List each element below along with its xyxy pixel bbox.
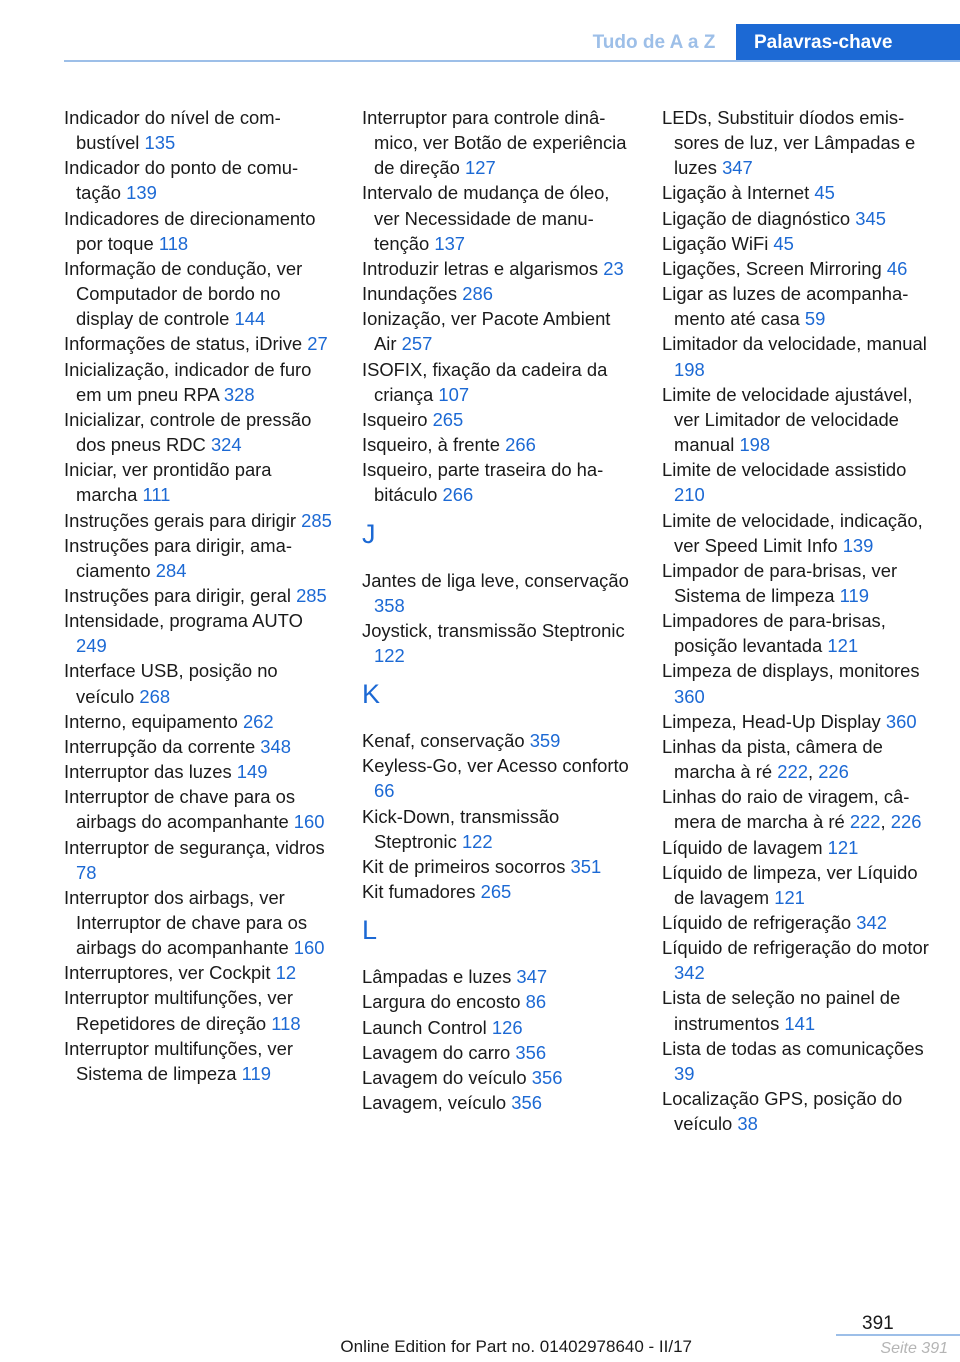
index-entry (362, 989, 634, 1014)
index-entry-text: Limite de velocidade ajustável, ver Limitador de velocidade manual (662, 383, 913, 456)
index-entry (362, 728, 634, 753)
index-letter-heading: K (362, 679, 381, 710)
index-entry-text: ISOFIX, fixação da cadeira da criança (362, 358, 608, 405)
page-reference-link[interactable]: 38 (737, 1113, 758, 1135)
page-reference-link[interactable]: 356 (511, 1092, 542, 1113)
index-entry (662, 709, 934, 734)
index-entry-text: Instruções para dirigir, geral (64, 584, 291, 606)
index-entry (64, 407, 336, 457)
page-reference-link[interactable]: 27 (307, 333, 328, 355)
index-entry (362, 1090, 634, 1115)
page-reference-link[interactable]: 266 (442, 484, 474, 506)
index-entry (662, 331, 934, 381)
index-entry-text: Interruptor dos airbags, ver Interruptor de chave para os airbags do acompanhante (64, 886, 308, 959)
index-entry-text: Limitador da velocidade, manual (662, 333, 927, 355)
index-column-2 (362, 105, 634, 1115)
index-entry-text: Isqueiro (362, 408, 428, 430)
index-entry (64, 784, 336, 834)
page-reference-link[interactable]: 348 (260, 735, 291, 757)
page-reference-link[interactable]: 360 (885, 710, 917, 732)
index-entry-text: Kenaf, conservação (362, 730, 525, 752)
index-entry (64, 331, 336, 356)
index-entry (362, 407, 634, 432)
index-entry-text: Limpadores de para-brisas, posição levantada (662, 610, 886, 657)
page-reference-link[interactable]: 160 (293, 937, 325, 959)
page-reference-link[interactable]: 12 (275, 962, 297, 984)
index-entry (362, 879, 634, 904)
index-entry-text: Interruptor multifunções, ver Repetidores de direção (64, 987, 293, 1034)
index-entry-text: Instruções gerais para dirigir (64, 509, 297, 531)
index-entry-text: Isqueiro, parte traseira do habitáculo (362, 459, 604, 506)
index-entry (64, 608, 336, 658)
page-reference-link[interactable]: 222 (849, 811, 881, 833)
index-entry-text: Ligações, Screen Mirroring (662, 257, 882, 279)
index-entry-text: Instruções para dirigir, amaciamento (64, 534, 292, 581)
index-letter-heading: L (362, 915, 378, 946)
index-entry-text: Linhas da pista, câmera de marcha à ré (662, 735, 883, 783)
page-reference-link[interactable]: 127 (465, 157, 496, 179)
index-entry-text: Informação de condução, ver Computador de bordo no display de controle (64, 257, 303, 330)
page-reference-link[interactable]: 126 (491, 1016, 523, 1038)
index-entry-text: Indicadores de direcionamento por toque (64, 207, 316, 254)
index-entry-text: Ligar as luzes de acompanhamento até casa (662, 283, 909, 330)
index-entry-text: Largura do encosto (362, 991, 521, 1013)
page-reference-link[interactable]: 118 (271, 1012, 301, 1034)
index-entry (362, 180, 634, 255)
page-reference-link[interactable]: 262 (242, 710, 274, 732)
page-reference-link[interactable]: 122 (461, 830, 493, 852)
index-entry-text: Isqueiro, à frente (362, 434, 501, 456)
page-reference-link[interactable]: 160 (293, 811, 325, 833)
page-reference-link[interactable]: 198 (739, 434, 771, 456)
index-column-1 (64, 105, 336, 1086)
section-tab: Tudo de A a Z (592, 32, 716, 53)
index-entry (362, 432, 634, 457)
page-reference-link[interactable]: 342 (674, 962, 705, 984)
page-reference-link[interactable]: 286 (462, 283, 493, 305)
index-entry (64, 658, 336, 708)
index-entry-text: Interno, equipamento (64, 710, 238, 732)
index-entry-text: Joystick, transmissão Steptronic (362, 619, 625, 641)
index-entry (362, 1015, 634, 1040)
index-entry-text: Inicializar, controle de pressão dos pneus RDC (64, 408, 312, 456)
page-reference-link[interactable]: 268 (139, 685, 171, 707)
index-entry-text: Iniciar, ver prontidão para marcha (64, 459, 272, 506)
page-reference-link[interactable]: 345 (855, 207, 886, 229)
page-reference-link[interactable]: 141 (784, 1012, 816, 1034)
index-entry (362, 457, 634, 507)
page-reference-link[interactable]: 351 (570, 855, 602, 877)
index-entry (64, 256, 336, 331)
page-reference-link[interactable]: 23 (603, 257, 624, 279)
index-column-3 (662, 105, 934, 1136)
page-reference-link[interactable]: 139 (842, 534, 874, 556)
page-reference-link[interactable]: 119 (241, 1062, 271, 1084)
index-entry (362, 1065, 634, 1090)
page-reference-link[interactable]: 226 (818, 761, 849, 783)
index-entry-text: Lavagem, veículo (362, 1092, 507, 1113)
index-entry (662, 608, 934, 658)
page-reference-link[interactable]: 144 (234, 308, 266, 330)
index-entry (662, 508, 934, 558)
index-entry-text: Interrupção da corrente (64, 735, 256, 757)
page-reference-link[interactable]: 135 (144, 132, 176, 154)
index-entry (362, 854, 634, 879)
page-reference-link[interactable]: 137 (434, 232, 466, 254)
index-entry (362, 804, 634, 854)
index-entry-text: Limpador de para-brisas, ver Sistema de limpeza (662, 559, 898, 606)
page-reference-link[interactable]: 359 (529, 730, 561, 752)
page-reference-link[interactable]: 107 (438, 383, 470, 405)
index-entry (362, 256, 634, 281)
index-entry-text: Limpeza, Head-Up Display (662, 710, 881, 732)
index-entry-text: Limite de velocidade, indicação, ver Speed Limit Info (662, 509, 923, 556)
index-entry (64, 533, 336, 583)
page-reference-link[interactable]: 46 (886, 257, 908, 279)
index-entry-text: Inundações (362, 283, 458, 305)
index-entry (662, 1086, 934, 1136)
page-reference-link[interactable]: 285 (301, 509, 332, 531)
index-entry (662, 910, 934, 935)
index-entry (362, 105, 634, 180)
index-entry-text: Lista de todas as comunicações (662, 1037, 924, 1059)
page-reference-link[interactable]: 226 (890, 811, 922, 833)
index-entry (64, 357, 336, 407)
index-entry-text: Interruptor multifunções, ver Sistema de limpeza (64, 1037, 293, 1084)
index-entry (662, 985, 934, 1035)
header-rule (64, 60, 960, 62)
page-reference-link[interactable]: 45 (773, 232, 794, 254)
index-entry-text: Informações de status, iDrive (64, 333, 303, 355)
index-entry-text: Líquido de refrigeração (662, 912, 852, 933)
page-reference-link[interactable]: 324 (210, 434, 242, 456)
index-entry-text: Interruptores, ver Cockpit (64, 962, 271, 984)
index-entry (662, 558, 934, 608)
index-entry (662, 206, 934, 231)
page-reference-link[interactable]: 358 (374, 594, 405, 616)
page-reference-link[interactable]: 121 (827, 635, 859, 657)
index-entry (662, 281, 934, 331)
index-entry-text: Líquido de lavagem (662, 836, 823, 858)
page-reference-link[interactable]: 347 (722, 157, 753, 179)
index-entry: Linhas da pista, câmera de marcha à ré 222, 226 (662, 735, 883, 783)
page-reference-link[interactable]: 266 (505, 434, 536, 456)
page-reference-link[interactable]: 149 (236, 761, 268, 783)
page-number: 391 (862, 1313, 894, 1334)
index-entry: Linhas do raio de viragem, câmera de marcha à ré 222, 226 (662, 786, 922, 833)
page-reference-link[interactable]: 284 (155, 559, 187, 581)
index-entry-text: Indicador do ponto de comutação (64, 157, 299, 204)
index-entry (64, 206, 336, 256)
index-entry-text: Launch Control (362, 1016, 487, 1038)
index-entry-text: Interruptor de chave para os airbags do acompanhante (64, 786, 296, 833)
watermark: Seite 391 (880, 1340, 948, 1357)
page-reference-link[interactable]: 342 (856, 912, 887, 933)
index-entry-text: Limite de velocidade assistido (662, 459, 907, 481)
page-reference-link[interactable]: 328 (223, 383, 255, 405)
index-entry (662, 860, 934, 910)
index-entry-text: Ligação à Internet (662, 182, 810, 204)
index-entry (362, 357, 634, 407)
index-entry (662, 935, 934, 985)
index-entry (662, 835, 934, 860)
page-reference-link[interactable]: 198 (674, 358, 705, 380)
page-reference-link[interactable]: 118 (158, 232, 189, 254)
index-entry-text: Interruptor para controle dinâmico, ver Botão de experiência de direção (362, 107, 627, 179)
index-entry (64, 1036, 336, 1086)
index-entry (64, 709, 336, 734)
index-entry (64, 985, 336, 1035)
index-entry-text: Lavagem do carro (362, 1041, 511, 1063)
index-entry (362, 618, 634, 668)
index-entry-text: Líquido de limpeza, ver Líquido de lavagem (662, 861, 918, 908)
index-entry-text: Lavagem do veículo (362, 1066, 527, 1088)
page-reference-link[interactable]: 265 (480, 881, 512, 903)
edition-note: Online Edition for Part no. 01402978640 - II/17 (340, 1337, 692, 1356)
page-reference-link[interactable]: 222 (777, 761, 808, 783)
index-entry-text: Kit fumadores (362, 881, 476, 903)
index-entry-text: LEDs, Substituir díodos emissores de luz, ver Lâmpadas e luzes (662, 107, 916, 179)
page-reference-link[interactable]: 285 (296, 584, 327, 606)
index-entry (64, 734, 336, 759)
index-entry-text: Interruptor de segurança, vidros (64, 836, 325, 858)
index-entry-text: Ligação de diagnóstico (662, 207, 851, 229)
index-entry (64, 759, 336, 784)
page-reference-link[interactable]: 257 (401, 333, 433, 355)
index-entry-text: Kit de primeiros socorros (362, 855, 566, 877)
page-reference-link[interactable]: 59 (804, 308, 826, 330)
page-reference-link[interactable]: 139 (126, 182, 157, 204)
page-reference-link[interactable]: 347 (516, 966, 548, 988)
index-entry-text: Inicialização, indicador de furo em um pneu RPA (64, 358, 312, 405)
index-entry (64, 583, 336, 608)
index-entry-text: Lista de seleção no painel de instrumentos (662, 987, 901, 1034)
page-reference-link[interactable]: 45 (814, 182, 835, 204)
index-entry (362, 1040, 634, 1065)
index-entry (662, 231, 934, 256)
page-reference-link[interactable]: 360 (674, 685, 705, 707)
index-entry-text: Keyless-Go, ver Acesso conforto (362, 755, 629, 777)
index-entry (662, 256, 934, 281)
page-reference-link[interactable]: 86 (525, 991, 547, 1013)
index-entry (362, 306, 634, 356)
index-entry-text: Intervalo de mudança de óleo, ver Necessidade de manutenção (362, 182, 610, 254)
index-entry (64, 155, 336, 205)
page-reference-link[interactable]: 119 (839, 584, 869, 606)
page-reference-link[interactable]: 111 (142, 484, 171, 506)
page-reference-link[interactable]: 210 (674, 484, 705, 506)
index-entry (362, 568, 634, 618)
page-reference-link[interactable]: 78 (76, 861, 97, 883)
index-entry (64, 508, 336, 533)
page-reference-link[interactable]: 39 (674, 1062, 695, 1084)
index-entry-text: Interface USB, posição no veículo (64, 660, 278, 707)
index-entry-text: Líquido de refrigeração do motor (662, 937, 929, 959)
index-entry-text: Linhas do raio de viragem, câmera de marcha à ré (662, 786, 910, 833)
index-entry (662, 457, 934, 507)
page-reference-link[interactable]: 356 (515, 1041, 547, 1063)
index-letter-heading: J (362, 518, 376, 549)
index-entry-text: Ligação WiFi (662, 232, 769, 254)
page-reference-link[interactable]: 121 (827, 836, 859, 858)
index-entry-text: Intensidade, programa AUTO (64, 610, 303, 632)
index-entry (662, 382, 934, 457)
index-entry-text: Localização GPS, posição do veículo (662, 1088, 903, 1135)
index-entry-text: Indicador do nível de combustível (64, 107, 281, 154)
footer-rule (836, 1334, 960, 1336)
index-entry-text: Interruptor das luzes (64, 761, 232, 783)
index-entry (662, 1036, 934, 1086)
active-section-tab: Palavras-chave (736, 24, 960, 62)
index-entry-text: Jantes de liga leve, conservação (362, 569, 629, 591)
index-entry-text: Kick-Down, transmissão Steptronic (362, 805, 560, 852)
page-reference-link[interactable]: 66 (374, 780, 395, 802)
index-entry (64, 835, 336, 885)
index-entry (64, 960, 336, 985)
index-entry (362, 964, 634, 989)
index-entry (362, 753, 634, 803)
page-reference-link[interactable]: 356 (531, 1066, 563, 1088)
index-entry (64, 105, 336, 155)
index-entry (64, 457, 336, 507)
page-reference-link[interactable]: 121 (774, 886, 805, 908)
index-entry-text: Introduzir letras e algarismos (362, 257, 599, 279)
index-entry (64, 885, 336, 960)
page-reference-link[interactable]: 265 (432, 408, 464, 430)
index-entry (662, 180, 934, 205)
index-entry-text: Limpeza de displays, monitores (662, 660, 920, 682)
index-entry-text: Lâmpadas e luzes (362, 966, 512, 988)
index-entry (362, 281, 634, 306)
index-entry (662, 658, 934, 708)
index-entry (662, 105, 934, 180)
page-reference-link[interactable]: 122 (374, 644, 405, 666)
index-entry-text: Ionização, ver Pacote Ambient Air (362, 308, 611, 355)
page-reference-link[interactable]: 249 (76, 635, 107, 657)
